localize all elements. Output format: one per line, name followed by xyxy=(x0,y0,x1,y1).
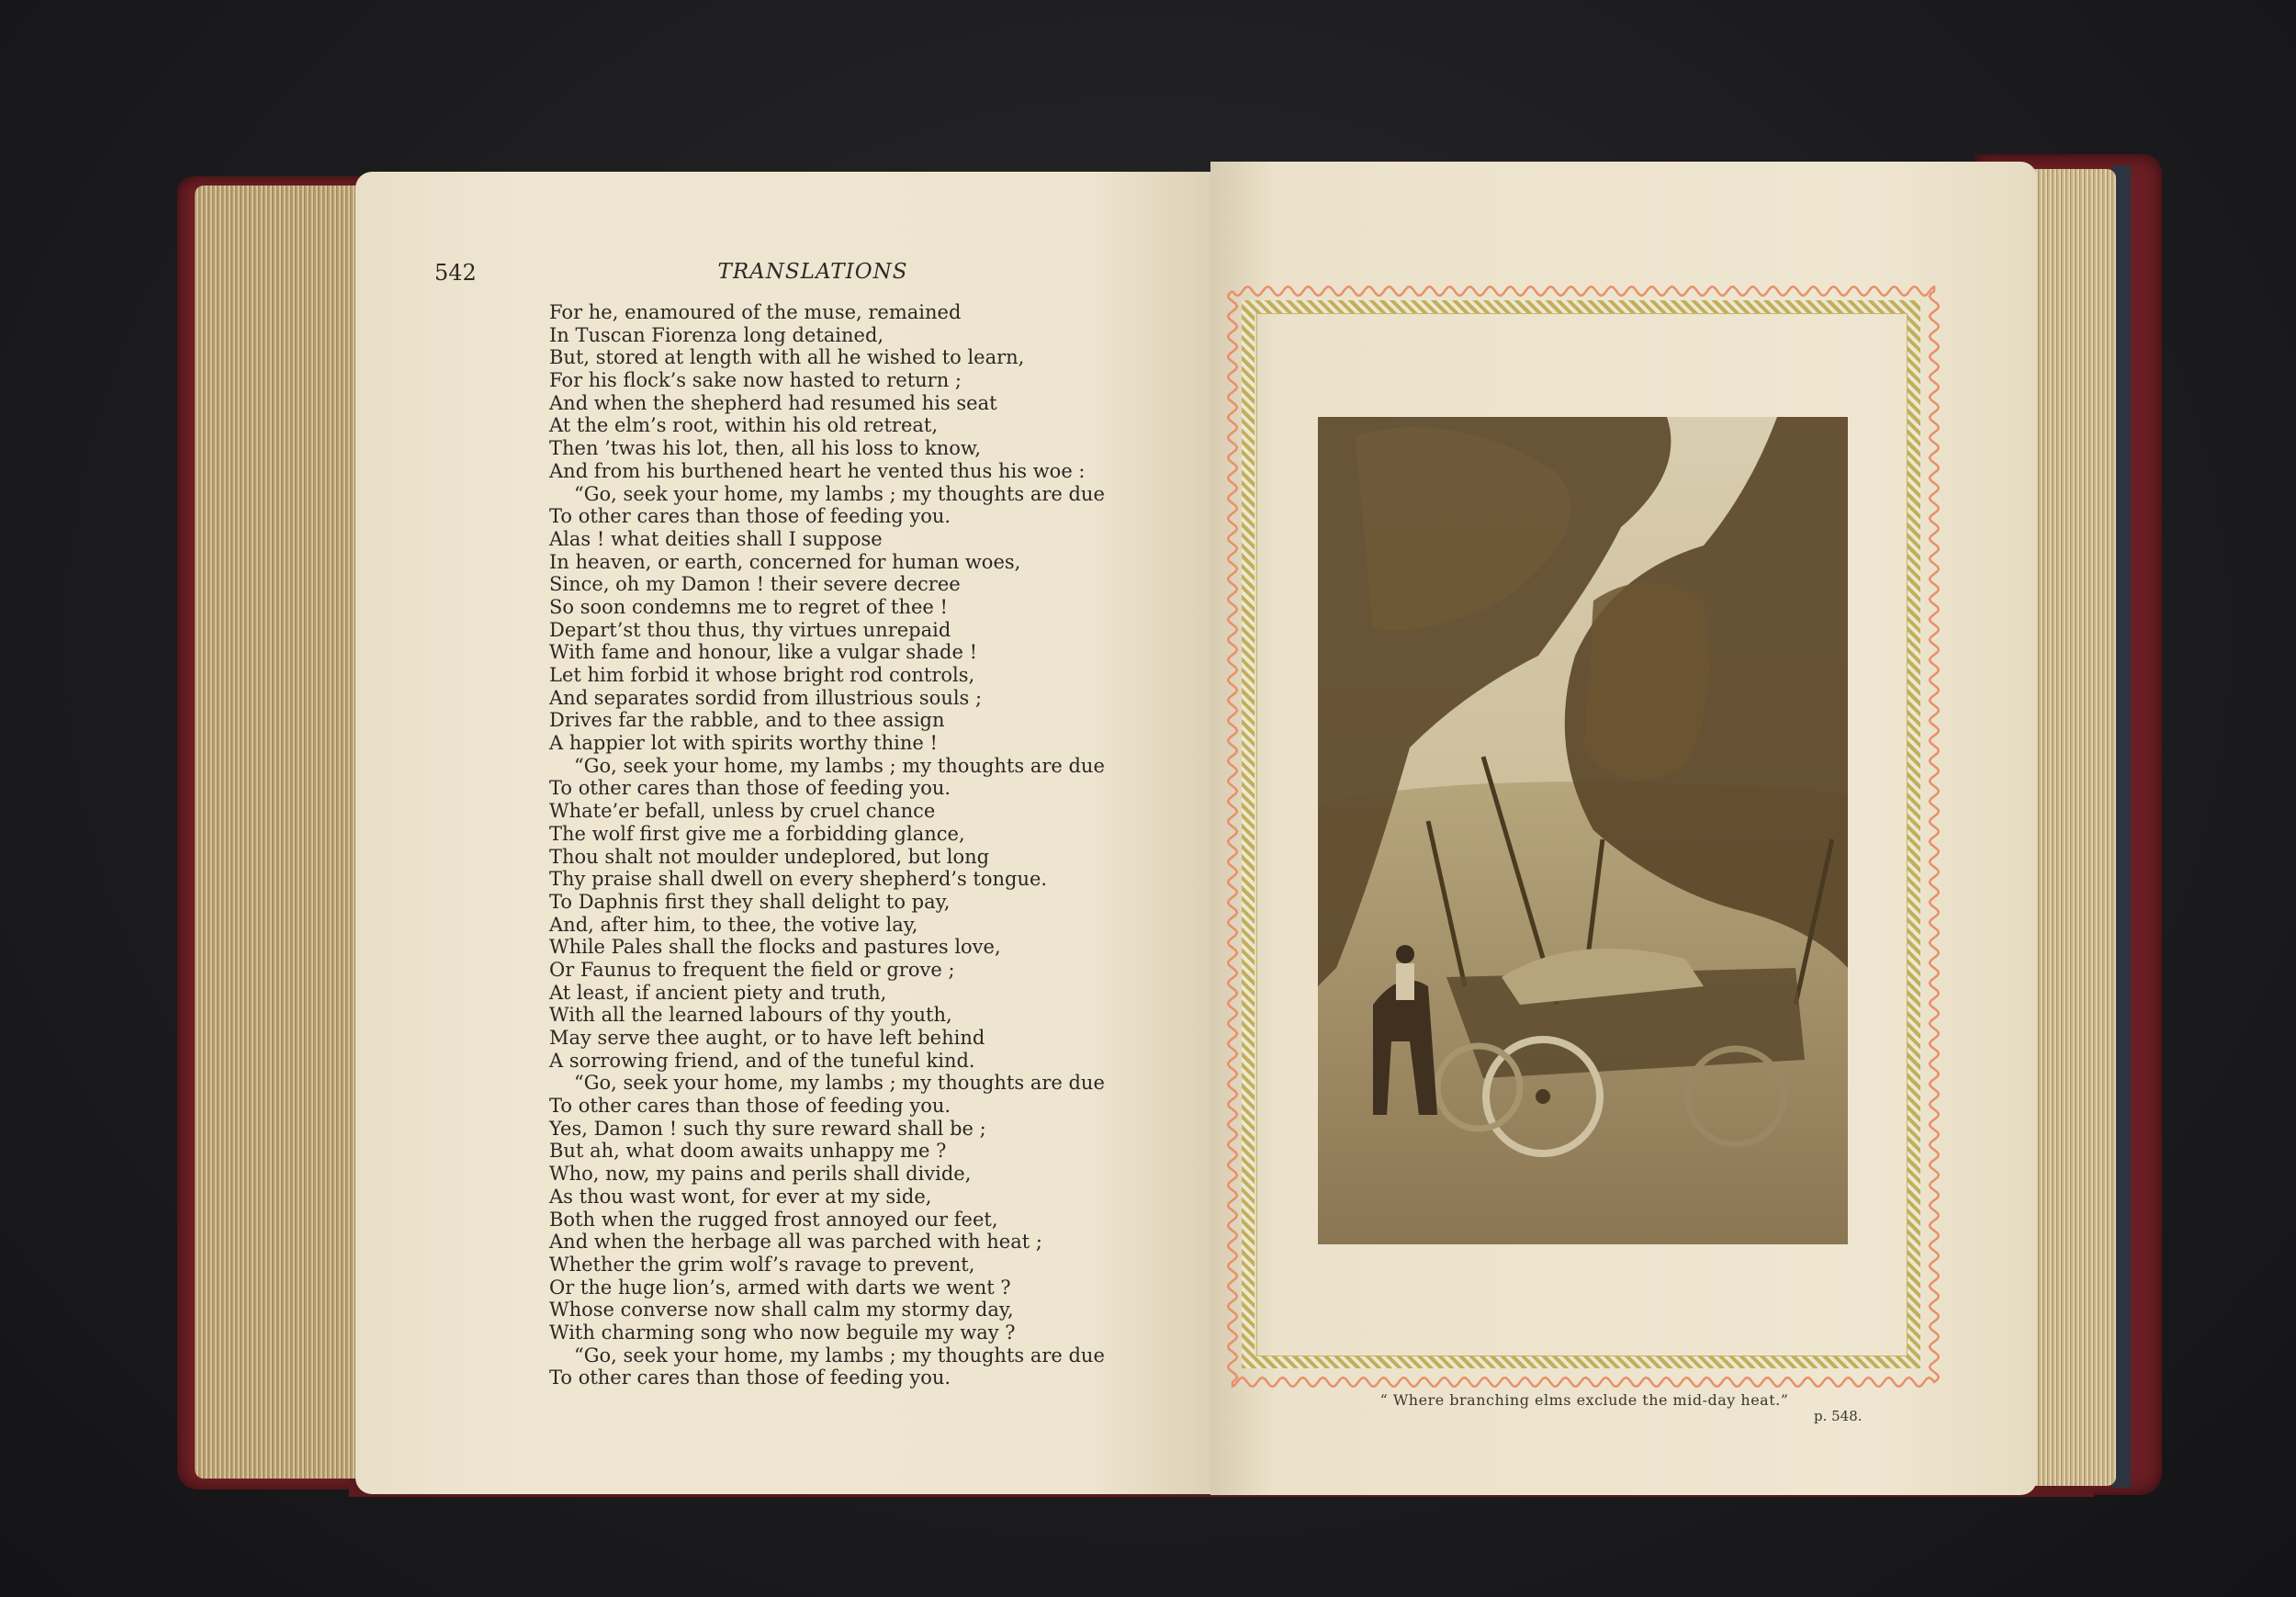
poem-line: And when the shepherd had resumed his seat xyxy=(549,391,997,414)
poem-line: Thou shalt not moulder undeplored, but long xyxy=(549,845,990,868)
poem-line: The wolf first give me a forbidding glance, xyxy=(549,822,965,845)
poem-line: And separates sordid from illustrious souls ; xyxy=(549,686,983,709)
poem-line: Who, now, my pains and perils shall divide, xyxy=(549,1163,972,1186)
poem-line: And when the herbage all was parched with heat ; xyxy=(549,1231,1042,1254)
poem-line: A happier lot with spirits worthy thine ! xyxy=(549,732,938,755)
poem-line: Then ’twas his lot, then, all his loss to know, xyxy=(549,437,982,460)
poem-line: But, stored at length with all he wished to learn, xyxy=(549,346,1025,369)
poem-line: While Pales shall the flocks and pastures love, xyxy=(549,936,1001,959)
poem-line: A sorrowing friend, and of the tuneful kind. xyxy=(549,1049,975,1072)
poem-line: In heaven, or earth, concerned for human woes, xyxy=(549,550,1021,573)
poem-line: At the elm’s root, within his old retreat, xyxy=(549,414,939,437)
poem-line: Both when the rugged frost annoyed our feet, xyxy=(549,1208,998,1231)
poem-line: Or the huge lion’s, armed with darts we went ? xyxy=(549,1276,1011,1299)
poem-line: And, after him, to thee, the votive lay, xyxy=(549,913,918,936)
poem-line: To other cares than those of feeding you. xyxy=(549,777,951,800)
poem-line: And from his burthened heart he vented thus his woe : xyxy=(549,459,1086,482)
poem-line: For his flock’s sake now hasted to return ; xyxy=(549,369,962,392)
poem-line: So soon condemns me to regret of thee ! xyxy=(549,595,948,618)
poem-line: Since, oh my Damon ! their severe decree xyxy=(549,573,961,596)
plate-caption: “ Where branching elms exclude the mid-day heat.” xyxy=(1379,1391,1789,1409)
poem-line: Let him forbid it whose bright rod controls, xyxy=(549,664,975,686)
plate-page-reference: p. 548. xyxy=(1814,1408,1863,1424)
poem-line: Yes, Damon ! such thy sure reward shall be ; xyxy=(549,1117,986,1140)
poem-line: “Go, seek your home, my lambs ; my thoughts are due xyxy=(574,1072,1105,1095)
poem-line: Whether the grim wolf’s ravage to prevent, xyxy=(549,1253,975,1276)
poem-line: Thy praise shall dwell on every shepherd’s tongue. xyxy=(549,868,1048,891)
poem-line: At least, if ancient piety and truth, xyxy=(549,981,887,1004)
poem-line: Alas ! what deities shall I suppose xyxy=(549,527,883,550)
poem-line: Or Faunus to frequent the field or grove ; xyxy=(549,958,955,981)
poem-line: But ah, what doom awaits unhappy me ? xyxy=(549,1140,947,1163)
poem-line: “Go, seek your home, my lambs ; my thoughts are due xyxy=(574,482,1105,505)
page-number: 542 xyxy=(434,260,477,286)
page-edges-left xyxy=(195,186,369,1479)
poem-line: May serve thee aught, or to have left behind xyxy=(549,1027,985,1049)
poem-text xyxy=(549,301,1155,1389)
poem-line: “Go, seek your home, my lambs ; my thoughts are due xyxy=(574,754,1105,777)
poem-line: Whose converse now shall calm my stormy day, xyxy=(549,1299,1014,1321)
running-head: TRANSLATIONS xyxy=(717,260,908,284)
poem-line: Depart’st thou thus, thy virtues unrepaid xyxy=(549,618,951,641)
poem-line: To other cares than those of feeding you. xyxy=(549,1366,951,1389)
poem-line: To other cares than those of feeding you. xyxy=(549,505,951,528)
plate-photograph xyxy=(1318,417,1848,1244)
poem-line: For he, enamoured of the muse, remained xyxy=(549,301,962,323)
poem-line: Drives far the rabble, and to thee assign xyxy=(549,709,945,732)
poem-line: To Daphnis first they shall delight to pay, xyxy=(549,890,951,913)
poem-line: In Tuscan Fiorenza long detained, xyxy=(549,323,884,346)
poem-line: Whate’er befall, unless by cruel chance xyxy=(549,800,936,823)
poem-line: To other cares than those of feeding you. xyxy=(549,1095,951,1118)
poem-line: As thou wast wont, for ever at my side, xyxy=(549,1185,932,1208)
poem-line: With charming song who now beguile my way ? xyxy=(549,1321,1016,1344)
poem-line: With all the learned labours of thy youth, xyxy=(549,1004,952,1027)
poem-line: “Go, seek your home, my lambs ; my thoughts are due xyxy=(574,1344,1105,1366)
poem-line: With fame and honour, like a vulgar shade ! xyxy=(549,641,978,664)
